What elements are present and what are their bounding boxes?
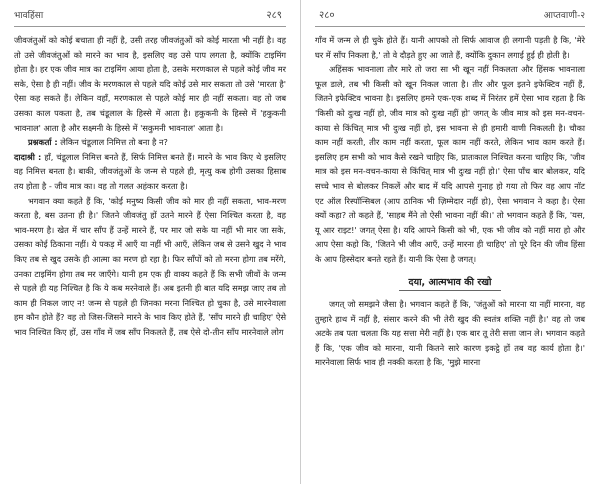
right-body-text bbox=[315, 33, 585, 370]
right-running-head bbox=[315, 0, 585, 27]
right-page-number: २८० bbox=[319, 10, 335, 21]
paragraph: जगत् जो समझने जैसा है। भगवान कहते हैं कि, 'जंतुओं को मारना या नहीं मारना, वह तुम्हारे हाथ में नहीं है, संसार करने की भी तेरी खुद की स्वतंत्र शक्ति नहीं है।' वह तो जब अटके तब पता चलता कि यह सत्ता मेरी नहीं है। एक बार तू तेरी सत्ता जान ले। भगवान कहते हैं कि, 'एक जीव को मारना, यानी कितने सारे कारण इकट्ठे हों तब वह कार्य होता है।' मारनेवाला सिर्फ भाव ही नक्की करता है कि, 'मुझे मारना bbox=[315, 299, 585, 368]
question-label: प्रश्नकर्ता : bbox=[28, 137, 58, 148]
right-running-title: आप्तवाणी-२ bbox=[543, 11, 585, 21]
section-heading: दया, आत्मभाव की रखो bbox=[399, 276, 502, 292]
paragraph: भगवान क्या कहते हैं कि, 'कोई मनुष्य किसी जीव को मार ही नहीं सकता, भाव-मरण करता है, बस उतना ही है।' जितने जीवजंतु हों उतने मारने हैं ऐसा निश्चित करता है, वह भाव-मरण है। खेत में चार साँप हैं उन्हें मारने हैं, पर मार जो सके या नहीं भी मार जा सके, उसका कोई ठिकाना नहीं। ये पकड़ में आएँ या नहीं भी आएँ, लेकिन जब से उसने खुद ने भाव किए तब से खुद उसके ही आत्मा का मरण हो रहा है। फिर साँपों को तो मरना होगा तब मरेंगे, उनका टाइमिंग होगा तब मर जाएँगे। यानी हम एक ही वाक्य कहते हैं कि सभी जीवों के जन्म से पहले ही यह निश्चित है कि ये कब मरनेवाले हैं। अब इतनी ही बात यदि समझ जाए तब तो काम ही निकल जाए न! जन्म से पहले ही जिनका मरना निश्चित हो चुका है, उसे मारनेवाला हम कौन होते हैं? वह तो जिस-जिसने मारने के भाव किए होते हैं, 'साँप मारने ही चाहिए' ऐसे भाव निश्चित किए हों, उस गाँव में जब साँप निकलते हैं, तब ऐसे दो-तीन साँप मारनेवाले लोग bbox=[14, 195, 286, 337]
answer-block bbox=[14, 150, 286, 194]
left-page-number: २८९ bbox=[266, 10, 282, 21]
paragraph: गाँव में जन्म ले ही चुके होते हैं। यानी आपको तो सिर्फ आवाज ही लगानी पड़ती है कि, 'मेरे घर में साँप निकला है,' तो वे दौड़ते हुए आ जाते हैं, क्योंकि दुकान लगाई हुई ही होती है। bbox=[315, 35, 585, 60]
paragraph: अहिंसक भावनाला तौर मारे तो जरा सा भी खून नहीं निकलता और हिंसक भावनाला फूल डाले, तब भी किसी को खून निकल जाता है। तीर और फूल इतने इफेक्टिव नहीं हैं, जितने इफेक्टिव भावना है। इसलिए हमने एक-एक शब्द में निरंतर हमें ऐसा भाव रहता है कि 'किसी को दुःख नहीं हो, जीव मात्र को दुःख नहीं हो' जगत् के जीव मात्र को इस मन-वचन-काया से किंचित् मात्र भी दुःख नहीं हो, इस भावना से ही हमारी वाणी निकलती है। चौका काम नहीं करती, तीर काम नहीं करता, फूल काम नहीं करते, लेकिन भाव काम करते हैं। इसलिए हम सभी को भाव कैसे रखने चाहिए कि, प्रातःकाल निश्चित करना चाहिए कि, 'जीव मात्र को इस मन-वचन-काया से किंचित् मात्र भी दुःख नहीं हो।' ऐसा पाँच बार बोलकर, यदि सच्चे भाव से बोलकर निकलें और बाद में यदि आपसे गुनाह हो गया तो फिर वह आप नॉट एट ऑल रिस्पॉन्सिबल (आप ठानिक भी ज़िम्मेदार नहीं हो), ऐसा भगवान ने कहा है। ऐसा क्यों कहा? तो कहते हैं, 'साहब मैंने तो ऐसी भावना नहीं की।' तो भगवान कहते हैं कि, 'यस, यू आर राइट!' जगत् ऐसा है। यदि आपने किसी को भी, एक भी जीव को नहीं मारा हो और आप ऐसा कहो कि, 'जितने भी जीव आएँ, उन्हें मारना ही चाहिए' तो पूरे दिन की जीव हिंसा के आप हिस्सेदार बनते रहते हैं। यानी कि ऐसा है जगत्। bbox=[315, 64, 585, 264]
answer-label: दादाश्री : bbox=[14, 151, 42, 162]
question-block bbox=[14, 135, 286, 150]
answer-text: हाँ, चंडूलाल निमित्त बनते हैं, सिर्फ निमित्त बनते हैं। मारने के भाव किए थे इसलिए वह निमित्त बनता है। बाकी, जीवजंतुओं के जन्म से पहले ही, मृत्यु कब होगी उसका हिसाब तय होता है - जीव मात्र का। वह तो गलत अहंकार करता है। bbox=[14, 151, 286, 191]
section-heading-wrap bbox=[315, 275, 585, 292]
left-running-title: भावहिंसा bbox=[14, 11, 44, 21]
left-running-head bbox=[14, 0, 286, 27]
paragraph: जीवजंतुओं को कोई बचाता ही नहीं है, उसी तरह जीवजंतुओं को कोई मारता भी नहीं है। वह तो उसे जीवजंतुओं को मारने का भाव है, इसलिए वह उसे पाप लगता है, क्योंकि टाइमिंग होता है। हर एक जीव मात्र का टाइमिंग आया होता है, उसके मरणकाल से पहले कोई जीव मर सके, ऐसा है ही नहीं। जीव के मरणकाल से पहले यदि कोई उसे मार सकता तो उसे 'मारता है' ऐसा कह सकते हैं। लेकिन वहाँ, मरणकाल से पहले कोई मार ही नहीं सकता। वह तो जब उसका काल पकता है, तब चंडूलाल के हिस्से में आता है। हकुकनी के हिस्से में 'हकुकनी भावनाल' आता है और सक्ष्मनी के हिस्से में 'सकुमनी भावनाल' आता है। bbox=[14, 35, 286, 133]
question-text: लेकिन चंडूलाल निमित्त तो बना है न? bbox=[60, 137, 168, 148]
left-body-text bbox=[14, 33, 286, 339]
right-page bbox=[300, 0, 599, 484]
